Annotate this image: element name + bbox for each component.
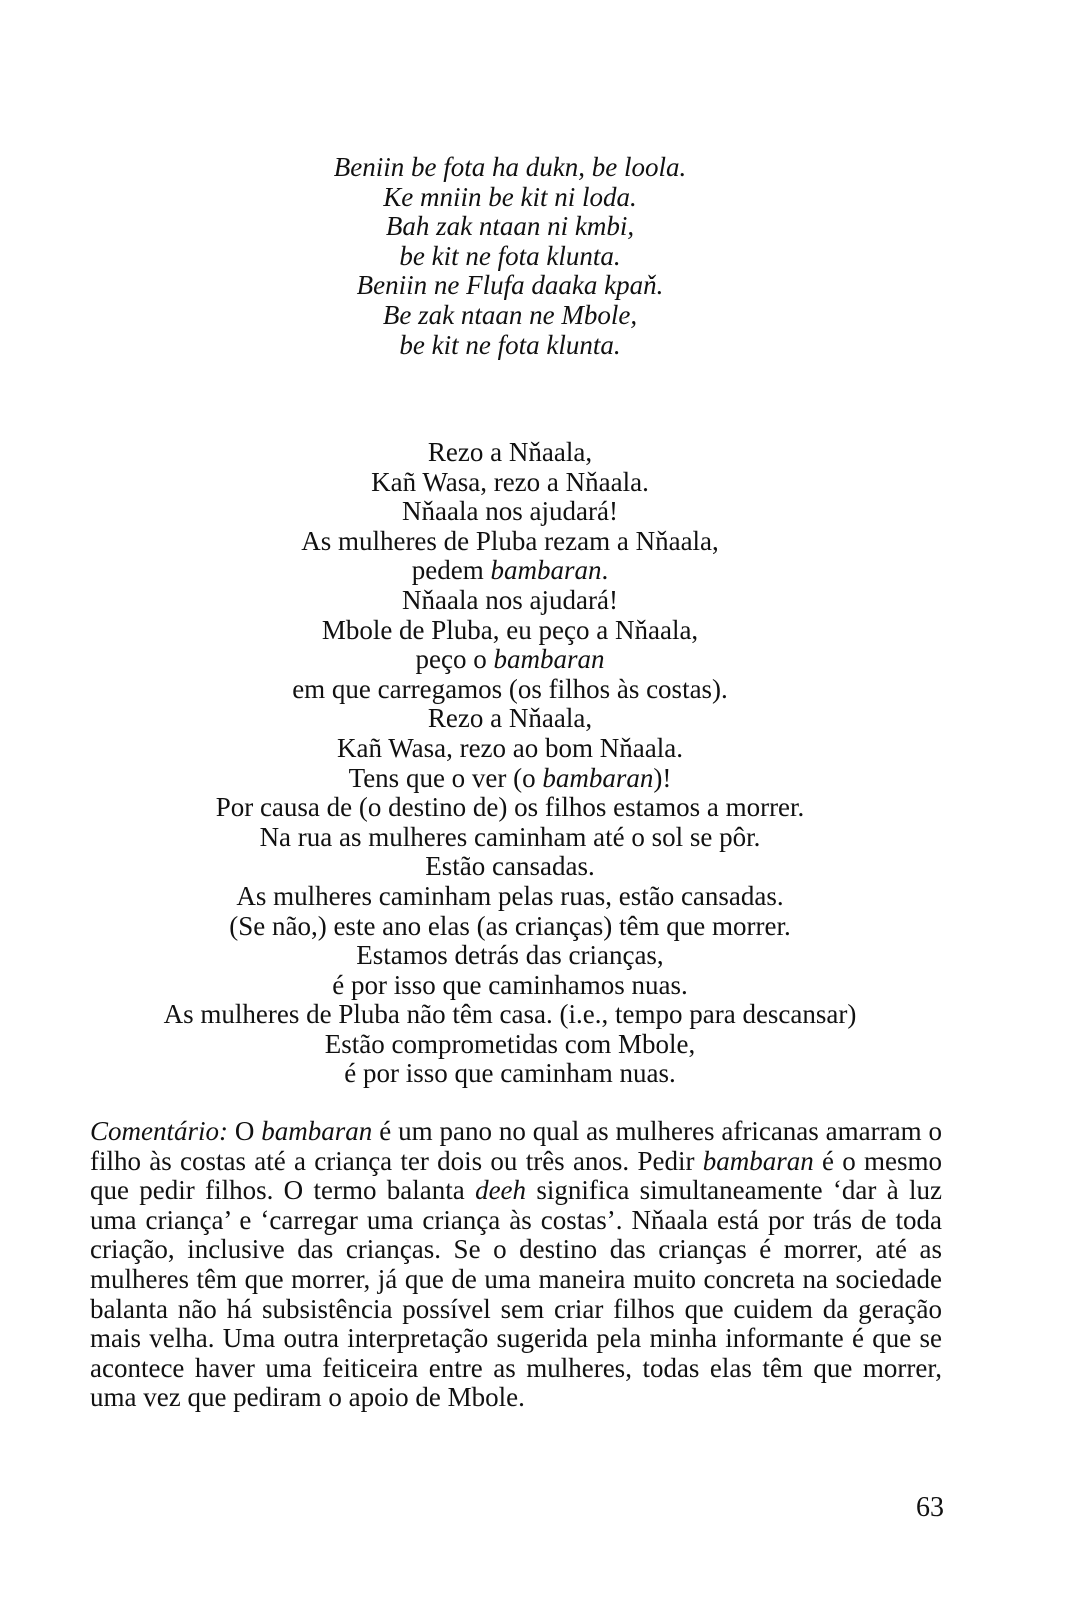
italic-term: deeh bbox=[475, 1175, 527, 1206]
poem-portuguese-line: Estamos detrás das crianças, bbox=[356, 940, 664, 971]
line-text: Tens que o ver (o bbox=[348, 762, 543, 793]
italic-term: bambaran bbox=[261, 1116, 373, 1146]
poem-portuguese-line bbox=[60, 556, 960, 586]
poem-portuguese-line: Kañ Wasa, rezo ao bom Nňaala. bbox=[337, 732, 683, 763]
italic-term: bambaran bbox=[702, 1145, 814, 1176]
commentary-text: significa simultaneamente ‘dar à luz uma criança’ e ‘carregar uma criança às costas’. Nňaala está por trás de toda criação, inclusive das crianças. Se o destino das crianças é morrer, até as mulheres têm que morrer, já que de uma maneira muito concreta na sociedade balanta não há subsistência possível sem criar filhos que cuidem da geração mais velha. Uma outra interpretação sugerida pela minha informante é que se acontece haver uma feiticeira entre as mulheres, todas elas têm que morrer, uma vez que pediram o apoio de Mbole. bbox=[90, 1175, 942, 1413]
poem-balanta-line: be kit ne fota klunta. bbox=[399, 329, 621, 360]
poem-portuguese-line: As mulheres de Pluba rezam a Nňaala, bbox=[301, 525, 719, 556]
poem-portuguese-line bbox=[60, 645, 960, 675]
poem-portuguese-line: é por isso que caminham nuas. bbox=[344, 1058, 676, 1089]
poem-portuguese-line: em que carregamos (os filhos às costas). bbox=[292, 673, 728, 704]
poem-portuguese-line: Rezo a Nňaala, bbox=[427, 437, 593, 467]
poem-balanta bbox=[60, 153, 960, 360]
poem-portuguese bbox=[60, 438, 960, 1089]
poem-balanta-line: Be zak ntaan ne Mbole, bbox=[382, 299, 638, 330]
poem-portuguese-line: Na rua as mulheres caminham até o sol se pôr. bbox=[259, 821, 761, 852]
poem-portuguese-line: Mbole de Pluba, eu peço a Nňaala, bbox=[321, 614, 699, 645]
poem-balanta-line: be kit ne fota klunta. bbox=[399, 240, 621, 271]
poem-balanta-line: Beniin be fota ha dukn, be loola. bbox=[333, 152, 687, 182]
poem-portuguese-line: Estão comprometidas com Mbole, bbox=[324, 1028, 696, 1059]
italic-term: bambaran bbox=[542, 762, 654, 793]
poem-portuguese-line: As mulheres de Pluba não têm casa. (i.e., tempo para descansar) bbox=[163, 999, 857, 1030]
line-text: )! bbox=[653, 762, 672, 793]
poem-balanta-line: Bah zak ntaan ni kmbi, bbox=[385, 211, 635, 242]
poem-portuguese-line: Kañ Wasa, rezo a Nňaala. bbox=[371, 466, 649, 497]
commentary-text: é um pano no qual as mulheres africanas amarram o filho às costas até a criança ter dois ou três anos. Pedir bbox=[90, 1116, 943, 1176]
commentary-text: é o mesmo que pedir filhos. O termo balanta bbox=[90, 1145, 942, 1206]
poem-portuguese-line: (Se não,) este ano elas (as crianças) têm que morrer. bbox=[229, 910, 791, 941]
line-text: peço o bbox=[415, 644, 494, 675]
line-text: pedem bbox=[411, 555, 491, 586]
poem-portuguese-line: Estão cansadas. bbox=[425, 851, 595, 882]
poem-balanta-line: Beniin ne Flufa daaka kpaň. bbox=[356, 270, 664, 301]
commentary-paragraph bbox=[90, 1117, 942, 1413]
poem-portuguese-line: Rezo a Nňaala, bbox=[427, 703, 593, 734]
poem-portuguese-line: As mulheres caminham pelas ruas, estão cansadas. bbox=[236, 880, 784, 911]
poem-portuguese-line: é por isso que caminhamos nuas. bbox=[332, 969, 688, 1000]
poem-portuguese-line: Nňaala nos ajudará! bbox=[402, 584, 618, 615]
poem-balanta-line: Ke mniin be kit ni loda. bbox=[383, 181, 637, 212]
poem-portuguese-line: Por causa de (o destino de) os filhos estamos a morrer. bbox=[215, 792, 805, 823]
poem-portuguese-line bbox=[60, 764, 960, 794]
poem-portuguese-line: Nňaala nos ajudará! bbox=[402, 496, 618, 527]
line-text: . bbox=[601, 555, 609, 586]
page-number: 63 bbox=[916, 1492, 944, 1523]
italic-term: bambaran bbox=[490, 555, 602, 586]
italic-term: bambaran bbox=[493, 644, 605, 675]
commentary-text: O bbox=[228, 1116, 262, 1146]
commentary-label: Comentário: bbox=[90, 1116, 228, 1146]
